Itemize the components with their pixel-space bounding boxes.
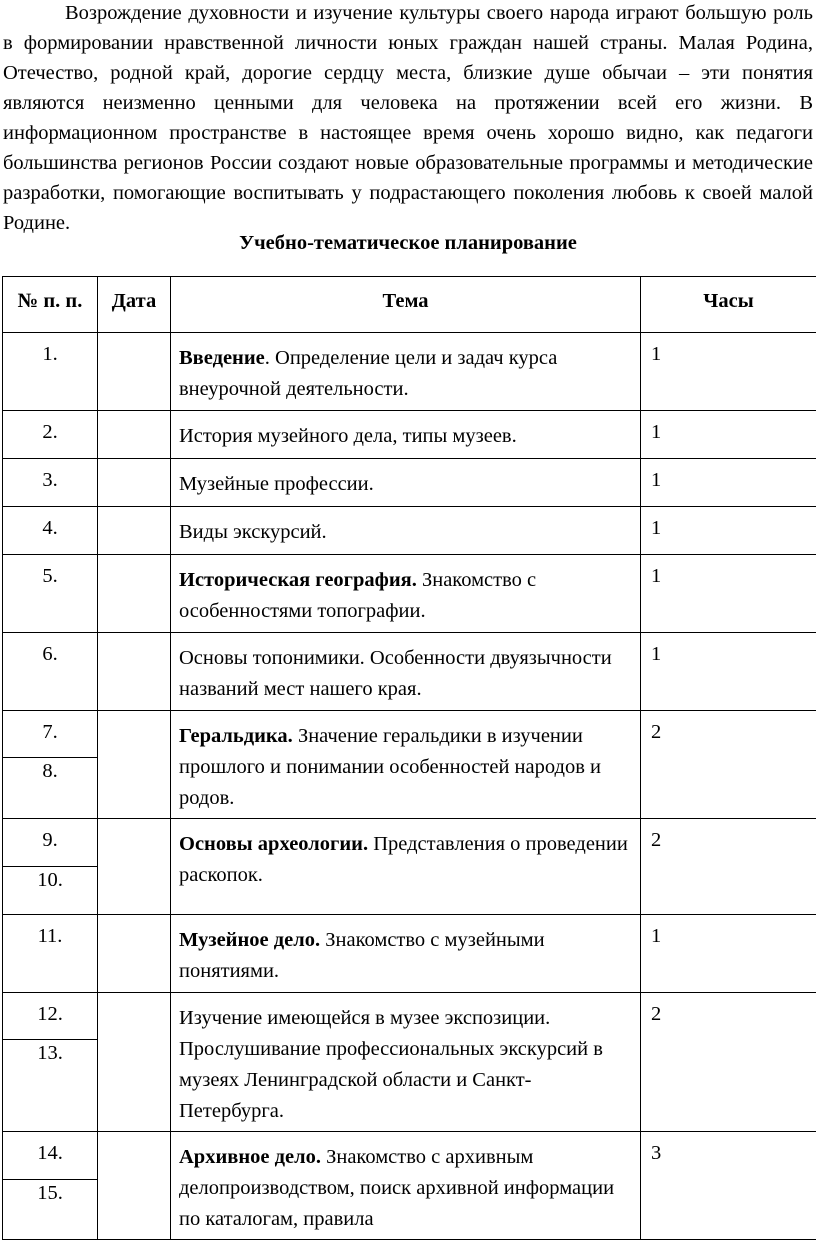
- row-hours: 1: [641, 555, 816, 633]
- topic-bold: Музейное дело.: [179, 929, 320, 951]
- header-hours: Часы: [641, 277, 816, 333]
- topic-text: Знакомство с музейными понятиями.: [179, 929, 545, 982]
- row-hours: 2: [641, 819, 816, 915]
- table-row: [3, 711, 816, 758]
- row-num: 7.: [3, 711, 98, 758]
- row-hours: 1: [641, 633, 816, 711]
- header-num: № п. п.: [3, 277, 98, 333]
- row-date: [98, 1132, 171, 1240]
- row-topic: [171, 459, 641, 507]
- row-date: [98, 633, 171, 711]
- row-num: 3.: [3, 459, 98, 507]
- topic-bold: Геральдика.: [179, 725, 293, 747]
- row-date: [98, 459, 171, 507]
- intro-paragraph: Возрождение духовности и изучение культуры своего народа играют большую роль в формировании нравственной личности юных граждан нашей страны. Малая Родина, Отечество, родной край, дорогие сердцу места, близкие душе обычаи – эти понятия являются неизменно ценными для человека на протяжении всей его жизни. В информационном пространстве в настоящее время очень хорошо видно, как педагоги большинства регионов России создают новые образовательные программы и методические разработки, помогающие воспитывать у подрастающего поколения любовь к своей малой Родине.: [3, 0, 813, 238]
- table-row: [3, 819, 816, 867]
- topic-text: История музейного дела, типы музеев.: [179, 425, 517, 447]
- row-hours: 1: [641, 507, 816, 555]
- topic-text: Знакомство с архивным делопроизводством, поиск архивной информации по каталогам, правила: [179, 1146, 614, 1230]
- table-row: [3, 1132, 816, 1180]
- section-heading: Учебно-тематическое планирование: [0, 232, 816, 255]
- table-row: [3, 555, 816, 633]
- topic-text: Знакомство с особенностями топографии.: [179, 569, 536, 622]
- row-date: [98, 711, 171, 819]
- row-hours: 1: [641, 411, 816, 459]
- row-num: 13.: [3, 1040, 98, 1132]
- row-num: 1.: [3, 333, 98, 411]
- row-topic: [171, 819, 641, 915]
- row-topic: [171, 1132, 641, 1240]
- row-hours: 2: [641, 993, 816, 1132]
- row-hours: 1: [641, 459, 816, 507]
- row-num: 10.: [3, 867, 98, 915]
- row-hours: 3: [641, 1132, 816, 1240]
- row-num: 12.: [3, 993, 98, 1040]
- row-date: [98, 819, 171, 915]
- row-date: [98, 555, 171, 633]
- table-header-row: [3, 277, 816, 333]
- row-date: [98, 993, 171, 1132]
- table-row: [3, 993, 816, 1040]
- topic-bold: Историческая география.: [179, 569, 417, 591]
- row-topic: [171, 711, 641, 819]
- table-row: [3, 459, 816, 507]
- table-row: [3, 333, 816, 411]
- row-num: 8.: [3, 758, 98, 819]
- row-hours: 1: [641, 333, 816, 411]
- topic-text: Изучение имеющейся в музее экспозиции. Прослушивание профессиональных экскурсий в музеях Ленинградской области и Санкт-Петербурга.: [179, 1007, 603, 1122]
- topic-bold: Введение: [179, 347, 265, 369]
- row-hours: 2: [641, 711, 816, 819]
- header-date: Дата: [98, 277, 171, 333]
- row-topic: [171, 633, 641, 711]
- thematic-plan-table: [2, 276, 816, 1240]
- row-num: 6.: [3, 633, 98, 711]
- row-date: [98, 411, 171, 459]
- topic-text: Представления о проведении раскопок.: [179, 833, 628, 886]
- topic-text: . Определение цели и задач курса внеурочной деятельности.: [179, 347, 557, 400]
- row-topic: [171, 555, 641, 633]
- row-topic: [171, 333, 641, 411]
- row-num: 15.: [3, 1180, 98, 1240]
- topic-text: Виды экскурсий.: [179, 521, 327, 543]
- topic-bold: Архивное дело.: [179, 1146, 321, 1168]
- topic-text: Значение геральдики в изучении прошлого и понимании особенностей народов и родов.: [179, 725, 601, 809]
- table-row: [3, 633, 816, 711]
- row-topic: [171, 507, 641, 555]
- topic-bold: Основы археологии.: [179, 833, 368, 855]
- topic-text: Основы топонимики. Особенности двуязычности названий мест нашего края.: [179, 647, 612, 700]
- row-num: 9.: [3, 819, 98, 867]
- row-num: 11.: [3, 915, 98, 993]
- table-row: [3, 915, 816, 993]
- topic-text: Музейные профессии.: [179, 473, 374, 495]
- row-topic: [171, 411, 641, 459]
- row-num: 5.: [3, 555, 98, 633]
- table-row: [3, 411, 816, 459]
- row-topic: [171, 993, 641, 1132]
- row-num: 4.: [3, 507, 98, 555]
- table-row: [3, 507, 816, 555]
- header-topic: Тема: [171, 277, 641, 333]
- row-topic: [171, 915, 641, 993]
- row-date: [98, 333, 171, 411]
- row-num: 2.: [3, 411, 98, 459]
- row-date: [98, 507, 171, 555]
- row-hours: 1: [641, 915, 816, 993]
- row-date: [98, 915, 171, 993]
- row-num: 14.: [3, 1132, 98, 1180]
